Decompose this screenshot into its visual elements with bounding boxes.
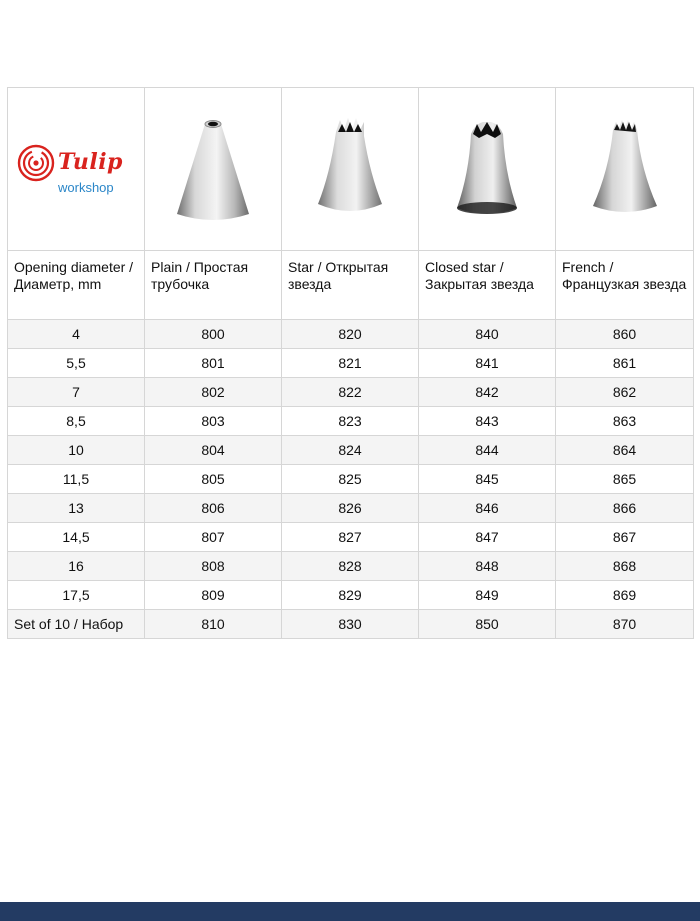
table-row — [8, 465, 694, 494]
header-star: Star / Открытая звезда — [282, 251, 419, 320]
article-code-cell: 842 — [419, 378, 556, 407]
french-nozzle-cell — [556, 88, 694, 251]
logo-cell — [8, 88, 145, 251]
french-nozzle-icon — [585, 114, 665, 224]
header-plain: Plain / Простая трубочка — [145, 251, 282, 320]
article-code-cell: 800 — [145, 320, 282, 349]
table-row — [8, 378, 694, 407]
brand-name: Tulip — [58, 149, 123, 175]
article-code-cell: 840 — [419, 320, 556, 349]
diameter-cell: 4 — [8, 320, 145, 349]
article-code-cell: 841 — [419, 349, 556, 378]
article-code-cell: 863 — [556, 407, 694, 436]
diameter-cell: 11,5 — [8, 465, 145, 494]
article-code-cell: 801 — [145, 349, 282, 378]
article-code-cell: 821 — [282, 349, 419, 378]
article-code-cell: 846 — [419, 494, 556, 523]
article-code-cell: 843 — [419, 407, 556, 436]
tulip-swirl-icon — [16, 143, 56, 183]
article-code-cell: 820 — [282, 320, 419, 349]
article-code-cell: 862 — [556, 378, 694, 407]
footer-bar — [0, 902, 700, 921]
plain-nozzle-icon — [173, 114, 253, 224]
table-row — [8, 407, 694, 436]
product-table-container — [7, 87, 693, 639]
table-row — [8, 494, 694, 523]
closed-star-nozzle-icon — [447, 114, 527, 224]
header-closed-star: Closed star / Закрытая звезда — [419, 251, 556, 320]
article-code-cell: 868 — [556, 552, 694, 581]
diameter-cell: 10 — [8, 436, 145, 465]
article-code-cell: 824 — [282, 436, 419, 465]
diameter-cell: 7 — [8, 378, 145, 407]
article-code-cell: 806 — [145, 494, 282, 523]
article-code-cell: 864 — [556, 436, 694, 465]
diameter-cell: 17,5 — [8, 581, 145, 610]
article-code-cell: 810 — [145, 610, 282, 639]
header-diameter: Opening diameter / Диаметр, mm — [8, 251, 145, 320]
table-row — [8, 320, 694, 349]
article-code-cell: 849 — [419, 581, 556, 610]
article-code-cell: 825 — [282, 465, 419, 494]
diameter-cell: 13 — [8, 494, 145, 523]
article-code-cell: 844 — [419, 436, 556, 465]
article-code-cell: 869 — [556, 581, 694, 610]
article-code-cell: 808 — [145, 552, 282, 581]
article-code-cell: 804 — [145, 436, 282, 465]
brand-subtitle: workshop — [58, 179, 114, 195]
header-french: French / Французкая звезда — [556, 251, 694, 320]
article-code-cell: 803 — [145, 407, 282, 436]
header-row — [8, 251, 694, 320]
article-code-cell: 809 — [145, 581, 282, 610]
article-code-cell: 807 — [145, 523, 282, 552]
table-row — [8, 349, 694, 378]
nozzle-size-table — [7, 87, 694, 639]
image-row — [8, 88, 694, 251]
article-code-cell: 867 — [556, 523, 694, 552]
article-code-cell: 829 — [282, 581, 419, 610]
article-code-cell: 870 — [556, 610, 694, 639]
article-code-cell: 830 — [282, 610, 419, 639]
article-code-cell: 805 — [145, 465, 282, 494]
star-nozzle-icon — [310, 114, 390, 224]
table-row — [8, 610, 694, 639]
star-nozzle-cell — [282, 88, 419, 251]
diameter-cell: 5,5 — [8, 349, 145, 378]
article-code-cell: 861 — [556, 349, 694, 378]
article-code-cell: 847 — [419, 523, 556, 552]
article-code-cell: 826 — [282, 494, 419, 523]
article-code-cell: 827 — [282, 523, 419, 552]
plain-nozzle-cell — [145, 88, 282, 251]
article-code-cell: 822 — [282, 378, 419, 407]
closed-star-nozzle-cell — [419, 88, 556, 251]
article-code-cell: 860 — [556, 320, 694, 349]
diameter-cell: Set of 10 / Набор — [8, 610, 145, 639]
article-code-cell: 845 — [419, 465, 556, 494]
article-code-cell: 865 — [556, 465, 694, 494]
tulip-logo — [8, 143, 144, 196]
article-code-cell: 823 — [282, 407, 419, 436]
diameter-cell: 14,5 — [8, 523, 145, 552]
article-code-cell: 850 — [419, 610, 556, 639]
article-code-cell: 802 — [145, 378, 282, 407]
table-row — [8, 581, 694, 610]
article-code-cell: 866 — [556, 494, 694, 523]
table-row — [8, 523, 694, 552]
diameter-cell: 16 — [8, 552, 145, 581]
table-row — [8, 552, 694, 581]
table-row — [8, 436, 694, 465]
article-code-cell: 848 — [419, 552, 556, 581]
diameter-cell: 8,5 — [8, 407, 145, 436]
article-code-cell: 828 — [282, 552, 419, 581]
